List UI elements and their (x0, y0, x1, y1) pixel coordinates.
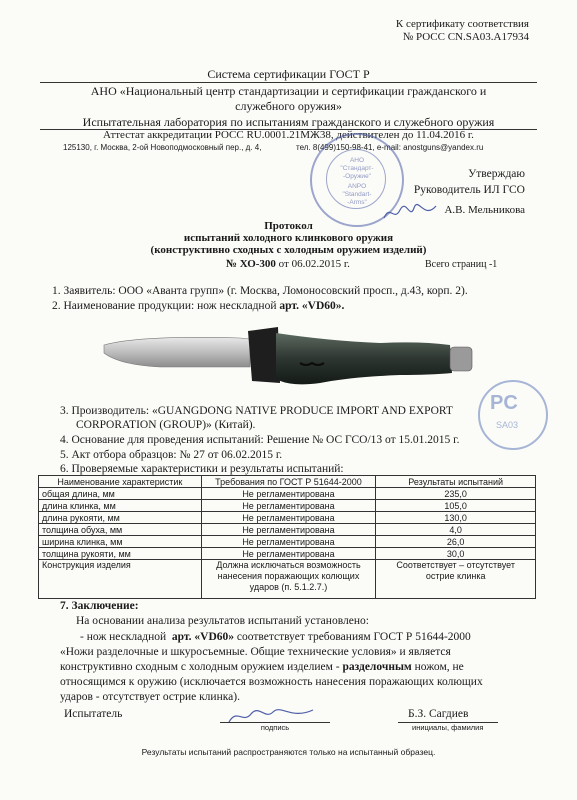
lab-name: Испытательная лаборатория по испытаниям гражданского и служебного оружия (82, 115, 495, 129)
conclusion-line1: - нож нескладной арт. «VD60» соответствует требованиям ГОСТ Р 51644-2000 (80, 631, 471, 643)
table-row: общая длина, мм Не регламентирована 235,0 (39, 488, 536, 500)
center-name-line2: служебного оружия» (235, 99, 342, 113)
lab-address: 125130, г. Москва, 2-ой Новоподмосковный пер., д. 4, (63, 143, 262, 152)
tester-name: Б.З. Сагдиев (408, 708, 469, 720)
knife-image (100, 323, 480, 403)
table-header-row (39, 476, 536, 488)
column-header: Требования по ГОСТ Р 51644-2000 (201, 476, 376, 488)
system-name: Система сертификации ГОСТ Р (207, 67, 370, 81)
table-row: ширина клинка, мм Не регламентирована 26,0 (39, 536, 536, 548)
table-row: толщина обуха, мм Не регламентирована 4,0 (39, 524, 536, 536)
tester-label: Испытатель (64, 708, 123, 720)
name-caption: инициалы, фамилия (412, 723, 484, 732)
product-name: 2. Наименование продукции: нож нескладной арт. «VD60». (52, 300, 345, 312)
conclusion-line4: относящимся к оружию (исключается возможность нанесения поражающих колющих (60, 676, 483, 688)
conclusion-heading: 7. Заключение: (60, 600, 139, 612)
conclusion-line2: «Ножи разделочные и шкуросъемные. Общие технические условия» и является (60, 646, 451, 658)
column-header: Наименование характеристик (39, 476, 202, 488)
protocol-number: № ХО-300 от 06.02.2015 г. (226, 258, 350, 270)
table-row-construction: Конструкция изделия Должна исключаться возможность нанесения поражающих колющих ударов (п. 5.1.2.7.) Соответствует – отсутствует острие клинка (39, 560, 536, 599)
table-row: длина рукояти, мм Не регламентирована 130,0 (39, 512, 536, 524)
manufacturer-line2: CORPORATION (GROUP)» (Китай). (76, 419, 256, 431)
divider (40, 82, 537, 83)
approve-label: Утверждаю (468, 168, 525, 180)
page-count: Всего страниц -1 (425, 259, 498, 270)
center-name-line1: АНО «Национальный центр стандартизации и сертификации гражданского и (90, 84, 487, 98)
protocol-subtitle2: (конструктивно сходных с холодным оружием изделий) (150, 244, 427, 256)
certificate-ref-line1: К сертификату соответствия (395, 18, 529, 30)
applicant: 1. Заявитель: ООО «Аванта групп» (г. Москва, Ломоносовский просп., д.43, корп. 2). (52, 285, 468, 297)
approver-name: А.В. Мельникова (444, 204, 525, 216)
manufacturer-line1: 3. Производитель: «GUANGDONG NATIVE PRODUCE IMPORT AND EXPORT (60, 405, 453, 417)
certification-mark-icon: PC SA03 (478, 380, 548, 450)
accreditation: Аттестат аккредитации РОСС RU.0001.21МЖ38, действителен до 11.04.2016 г. (103, 129, 474, 141)
column-header: Результаты испытаний (376, 476, 536, 488)
signature-caption: подпись (260, 723, 290, 732)
table-row: толщина рукояти, мм Не регламентирована 30,0 (39, 548, 536, 560)
organization-stamp: АНО "Стандарт- -Оружие" ANPO "Standart- -Arms" (310, 133, 404, 227)
certificate-ref-line2: № РОСС CN.SA03.A17934 (402, 31, 529, 43)
checked-characteristics: 6. Проверяемые характеристики и результаты испытаний: (60, 463, 344, 475)
conclusion-line5: ударов - отсутствует острие клинка). (60, 691, 240, 703)
lab-contacts: тел. 8(499)150-98-41, e-mail: anostguns@yandex.ru (296, 143, 484, 152)
protocol-subtitle: испытаний холодного клинкового оружия (183, 232, 394, 244)
sampling-act: 5. Акт отбора образцов: № 27 от 06.02.2015 г. (60, 449, 283, 461)
footer-note: Результаты испытаний распространяются только на испытанный образец. (141, 747, 436, 757)
protocol-title: Протокол (264, 220, 313, 232)
conclusion-line3: конструктивно сходным с холодным оружием изделием - разделочным ножом, не (60, 661, 464, 673)
table-row: длина клинка, мм Не регламентирована 105,0 (39, 500, 536, 512)
approver-title: Руководитель ИЛ ГСО (413, 184, 525, 196)
results-table (38, 475, 536, 599)
test-basis: 4. Основание для проведения испытаний: Решение № ОС ГСО/13 от 15.01.2015 г. (60, 434, 460, 446)
conclusion-intro: На основании анализа результатов испытаний установлено: (76, 615, 369, 627)
